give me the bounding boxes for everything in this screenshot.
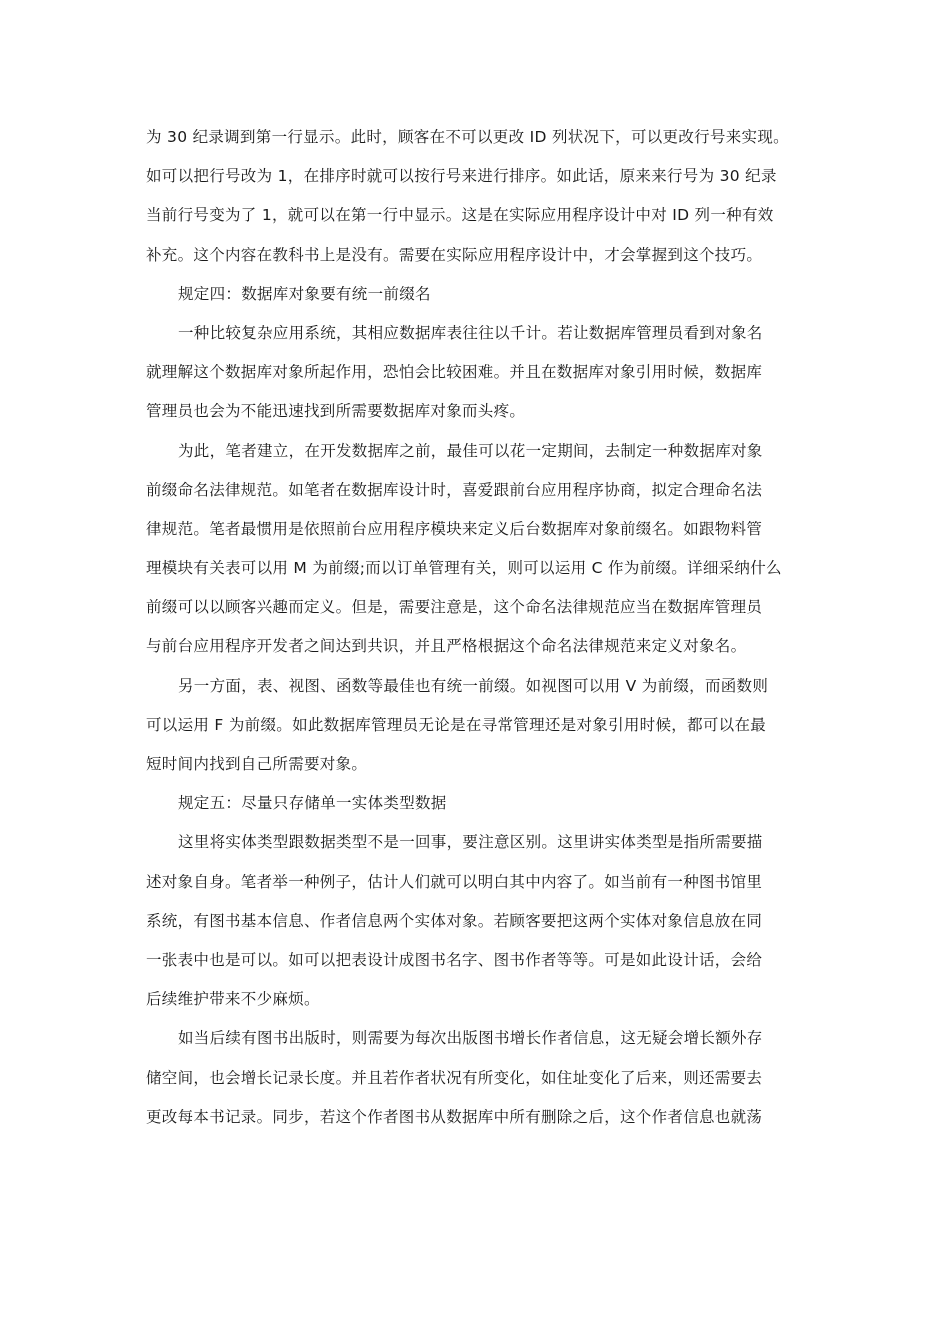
text-line: 为此，笔者建立，在开发数据库之前，最佳可以花一定期间，去制定一种数据库对象 [178,441,763,460]
text-line: 为 30 纪录调到第一行显示。此时，顾客在不可以更改 ID 列状况下，可以更改行号来实现。 [146,128,789,146]
text-line: 述对象自身。笔者举一种例子，估计人们就可以明白其中内容了。如当前有一种图书馆里 [146,872,763,891]
text-line: 更改每本书记录。同步，若这个作者图书从数据库中所有删除之后，这个作者信息也就荡 [146,1107,763,1126]
text-line: 储空间，也会增长记录长度。并且若作者状况有所变化，如住址变化了后来，则还需要去 [146,1068,763,1087]
text-line: 后续维护带来不少麻烦。 [146,990,320,1009]
text-line: 一张表中也是可以。如可以把表设计成图书名字、图书作者等等。可是如此设计话，会给 [146,950,763,969]
text-line: 系统，有图书基本信息、作者信息两个实体对象。若顾客要把这两个实体对象信息放在同 [146,911,763,930]
text-line: 补充。这个内容在教科书上是没有。需要在实际应用程序设计中，才会掌握到这个技巧。 [146,245,763,264]
text-line: 律规范。笔者最惯用是依照前台应用程序模块来定义后台数据库对象前缀名。如跟物料管 [146,519,763,538]
text-line: 当前行号变为了 1，就可以在第一行中显示。这是在实际应用程序设计中对 ID 列一种有效 [146,206,774,225]
text-line: 这里将实体类型跟数据类型不是一回事，要注意区别。这里讲实体类型是指所需要描 [178,833,763,852]
text-line: 规定五：尽量只存储单一实体类型数据 [178,794,447,813]
text-line: 理模块有关表可以用 M 为前缀;而以订单管理有关，则可以运用 C 作为前缀。详细采纳什么 [146,559,782,578]
text-line: 管理员也会为不能迅速找到所需要数据库对象而头疼。 [146,402,526,421]
text-line: 可以运用 F 为前缀。如此数据库管理员无论是在寻常管理还是对象引用时候，都可以在最 [146,715,767,734]
text-line: 如当后续有图书出版时，则需要为每次出版图书增长作者信息，这无疑会增长额外存 [178,1029,763,1048]
text-line: 前缀可以以顾客兴趣而定义。但是，需要注意是，这个命名法律规范应当在数据库管理员 [146,598,763,617]
document-body [146,118,818,1137]
text-line: 与前台应用程序开发者之间达到共识，并且严格根据这个命名法律规范来定义对象名。 [146,637,747,656]
text-line: 就理解这个数据库对象所起作用，恐怕会比较困难。并且在数据库对象引用时候，数据库 [146,363,763,382]
text-line: 前缀命名法律规范。如笔者在数据库设计时，喜爱跟前台应用程序协商，拟定合理命名法 [146,480,763,499]
text-line: 另一方面，表、视图、函数等最佳也有统一前缀。如视图可以用 V 为前缀，而函数则 [178,676,769,695]
text-line: 短时间内找到自己所需要对象。 [146,755,368,773]
text-line: 如可以把行号改为 1，在排序时就可以按行号来进行排序。如此话，原来来行号为 30 纪录 [146,167,777,186]
text-line: 一种比较复杂应用系统，其相应数据库表往往以千计。若让数据库管理员看到对象名 [178,323,763,342]
text-line: 规定四：数据库对象要有统一前缀名 [178,284,431,303]
